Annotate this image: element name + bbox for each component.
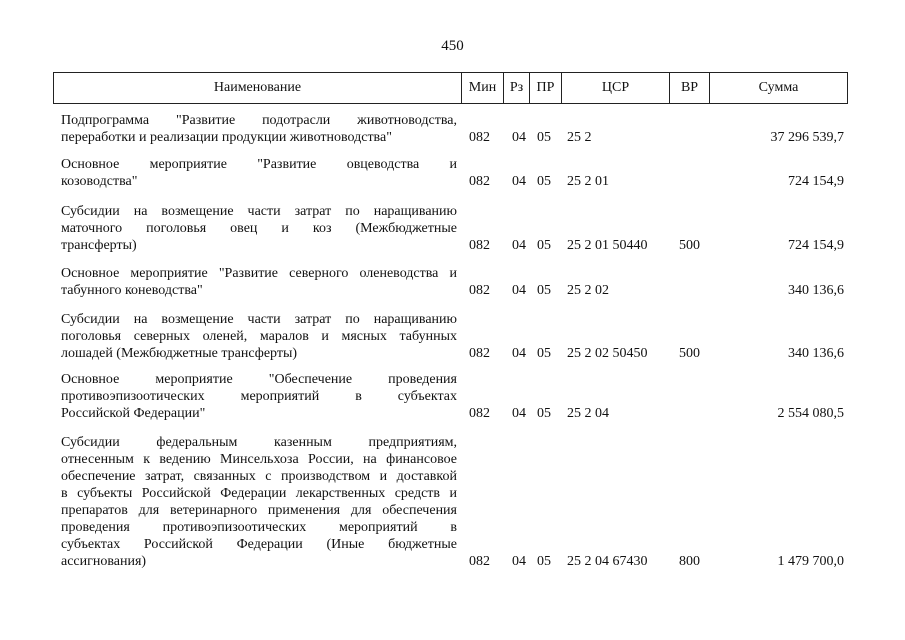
header-rz: Рз xyxy=(504,73,530,103)
row-csr: 25 2 04 xyxy=(567,406,609,421)
row-sum: 724 154,9 xyxy=(788,238,844,253)
row-sum: 1 479 700,0 xyxy=(777,554,844,569)
header-csr: ЦСР xyxy=(562,73,670,103)
row-name xyxy=(61,203,457,254)
row-csr: 25 2 04 67430 xyxy=(567,554,648,569)
row-pr: 05 xyxy=(537,130,551,145)
row-name-line: Основное мероприятие "Развитие овцеводства и xyxy=(61,157,457,172)
row-rz: 04 xyxy=(512,283,526,298)
row-min: 082 xyxy=(469,283,490,298)
row-pr: 05 xyxy=(537,283,551,298)
row-min: 082 xyxy=(469,130,490,145)
row-name-line: Основное мероприятие "Обеспечение проведения xyxy=(61,372,457,387)
row-name-line: Российской Федерации" xyxy=(61,406,206,421)
header-vr: ВР xyxy=(670,73,710,103)
row-name-line: препаратов для ветеринарного применения для обеспечения xyxy=(61,503,457,518)
row-name-line: Субсидии федеральным казенным предприятиям, xyxy=(61,435,457,450)
row-name-line: в субъекты Российской Федерации лекарственных средств и xyxy=(61,486,457,501)
row-name-line: маточного поголовья овец и коз (Межбюджетные xyxy=(61,221,457,236)
row-sum: 37 296 539,7 xyxy=(770,130,844,145)
row-pr: 05 xyxy=(537,238,551,253)
row-pr: 05 xyxy=(537,174,551,189)
row-name-line: проведения противоэпизоотических мероприятий в xyxy=(61,520,457,535)
row-sum: 340 136,6 xyxy=(788,283,844,298)
row-vr: 500 xyxy=(679,238,700,253)
page-number: 450 xyxy=(441,38,464,54)
table-header xyxy=(53,72,848,104)
row-min: 082 xyxy=(469,554,490,569)
row-rz: 04 xyxy=(512,174,526,189)
row-min: 082 xyxy=(469,238,490,253)
row-name-line: лошадей (Межбюджетные трансферты) xyxy=(61,346,298,361)
row-name-line: Субсидии на возмещение части затрат по наращиванию xyxy=(61,204,457,219)
row-name-line: Субсидии на возмещение части затрат по наращиванию xyxy=(61,312,457,327)
row-rz: 04 xyxy=(512,554,526,569)
header-name: Наименование xyxy=(54,73,462,103)
row-name-line: Основное мероприятие "Развитие северного оленеводства и xyxy=(61,266,457,281)
row-pr: 05 xyxy=(537,554,551,569)
row-vr: 500 xyxy=(679,346,700,361)
header-pr: ПР xyxy=(530,73,562,103)
row-pr: 05 xyxy=(537,346,551,361)
row-csr: 25 2 02 xyxy=(567,283,609,298)
row-name-line: ассигнования) xyxy=(61,554,147,569)
row-name-line: трансферты) xyxy=(61,238,137,253)
header-min: Мин xyxy=(462,73,504,103)
row-name-line: козоводства" xyxy=(61,174,138,189)
row-pr: 05 xyxy=(537,406,551,421)
row-sum: 724 154,9 xyxy=(788,174,844,189)
row-name-line: противоэпизоотических мероприятий в субъектах xyxy=(61,389,457,404)
row-rz: 04 xyxy=(512,238,526,253)
row-name-line: Подпрограмма "Развитие подотрасли животноводства, xyxy=(61,113,457,128)
row-rz: 04 xyxy=(512,130,526,145)
row-name-line: отнесенным к ведению Минсельхоза России, на финансовое xyxy=(61,452,457,467)
row-name xyxy=(61,112,457,146)
header-sum: Сумма xyxy=(758,80,799,95)
row-min: 082 xyxy=(469,346,490,361)
row-name-line: поголовья северных оленей, маралов и мясных табунных xyxy=(61,329,457,344)
row-name-line: обеспечение затрат, связанных с производством и доставкой xyxy=(61,469,457,484)
row-csr: 25 2 01 50440 xyxy=(567,238,648,253)
row-rz: 04 xyxy=(512,346,526,361)
row-min: 082 xyxy=(469,406,490,421)
row-rz: 04 xyxy=(512,406,526,421)
row-sum: 340 136,6 xyxy=(788,346,844,361)
row-name xyxy=(61,434,457,570)
row-name xyxy=(61,311,457,362)
row-min: 082 xyxy=(469,174,490,189)
row-sum: 2 554 080,5 xyxy=(777,406,844,421)
row-name xyxy=(61,156,457,190)
row-name-line: табунного коневодства" xyxy=(61,283,203,298)
row-csr: 25 2 02 50450 xyxy=(567,346,648,361)
row-vr: 800 xyxy=(679,554,700,569)
row-name-line: переработки и реализации продукции животноводства" xyxy=(61,130,392,145)
row-name xyxy=(61,371,457,422)
row-csr: 25 2 xyxy=(567,130,592,145)
row-name xyxy=(61,265,457,299)
row-csr: 25 2 01 xyxy=(567,174,609,189)
row-name-line: субъектах Российской Федерации (Иные бюджетные xyxy=(61,537,457,552)
